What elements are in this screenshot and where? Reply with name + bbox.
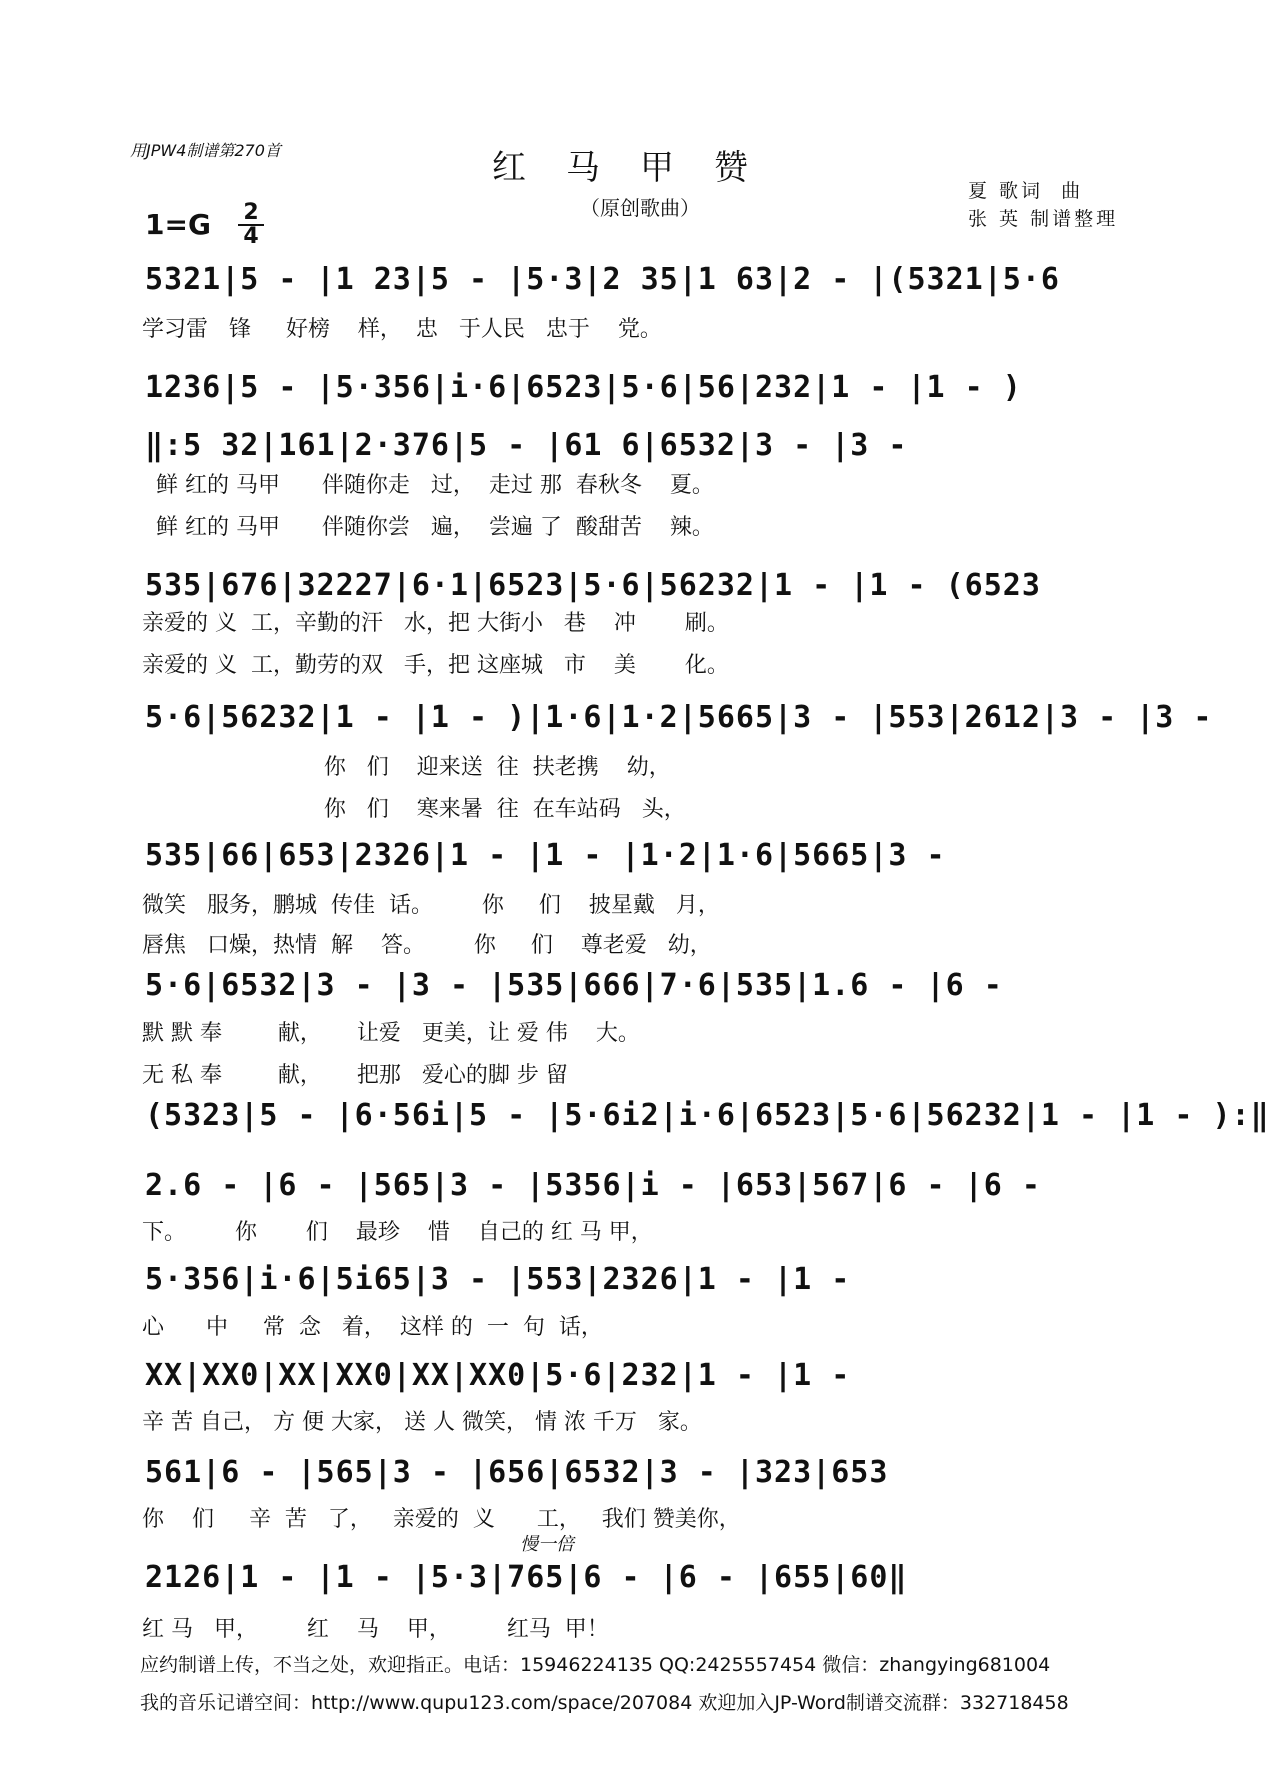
arranger-credit: 张 英 制谱整理: [968, 208, 1119, 230]
lyric-line: 鲜 红的 马甲 伴随你走 过， 走过 那 春秋冬 夏。: [142, 473, 714, 498]
time-signature: [238, 202, 264, 248]
key-signature: 1=G: [145, 208, 211, 241]
notation-line: 5321|5 - |1 23|5 - |5·3|2 35|1 63|2 - |(5321|5·6: [145, 262, 1060, 297]
notation-line: 535|66|653|2326|1 - |1 - |1·2|1·6|5665|3 -: [145, 838, 965, 873]
lyric-line: 红 马 甲， 红 马 甲， 红马 甲！: [142, 1617, 609, 1642]
lyric-line: 你 们 迎来送 往 扶老携 幼，: [142, 755, 671, 780]
song-title: 红马甲赞: [492, 148, 788, 188]
notation-line: 535|676|32227|6·1|6523|5·6|56232|1 - |1 - (6523: [145, 568, 1041, 603]
notation-line: 1236|5 - |5·356|i·6|6523|5·6|56|232|1 - |1 - ): [145, 370, 1022, 405]
footer-links: 我的音乐记谱空间：http://www.qupu123.com/space/207084 欢迎加入JP-Word制谱交流群：332718458: [140, 1692, 1069, 1714]
lyric-line: 下。 你 们 最珍 惜 自己的 红 马 甲，: [142, 1220, 653, 1245]
lyric-line: 微笑 服务，鹏城 传佳 话。 你 们 披星戴 月，: [142, 893, 720, 918]
song-subtitle: （原创歌曲）: [580, 196, 700, 220]
tempo-marking: 慢一倍: [520, 1534, 574, 1555]
lyric-line: 无 私 奉 献， 把那 爱心的脚 步 留: [142, 1063, 568, 1088]
watermark: 用JPW4制谱第270首: [130, 141, 281, 160]
lyric-line: 默 默 奉 献， 让爱 更美，让 爱 伟 大。: [142, 1021, 640, 1046]
lyric-line: 鲜 红的 马甲 伴随你尝 遍， 尝遍 了 酸甜苦 辣。: [142, 515, 714, 540]
notation-line: ‖:5 32|161|2·376|5 - |61 6|6532|3 - |3 -: [145, 428, 927, 463]
lyricist-composer-credit: 夏 歌词 曲: [968, 180, 1084, 202]
lyric-line: 唇焦 口燥，热情 解 答。 你 们 尊老爱 幼，: [142, 933, 712, 958]
notation-line: 5·356|i·6|5i65|3 - |553|2326|1 - |1 -: [145, 1262, 870, 1297]
notation-line: XX|XX0|XX|XX0|XX|XX0|5·6|232|1 - |1 -: [145, 1358, 870, 1393]
notation-line: 5·6|56232|1 - |1 - )|1·6|1·2|5665|3 - |553|2612|3 - |3 -: [145, 700, 1232, 735]
time-signature-bottom: 4: [238, 224, 264, 248]
lyric-line: 你 们 寒来暑 往 在车站码 头，: [142, 797, 686, 822]
lyric-line: 心 中 常 念 着， 这样 的 一 句 话，: [142, 1315, 603, 1340]
footer-contact: 应约制谱上传，不当之处，欢迎指正。电话：15946224135 QQ:2425557454 微信：zhangying681004: [140, 1654, 1051, 1676]
lyric-line: 辛 苦 自己， 方 便 大家， 送 人 微笑， 情 浓 千万 家。: [142, 1410, 702, 1435]
time-signature-top: 2: [243, 200, 259, 225]
lyric-line: 亲爱的 义 工，辛勤的汗 水，把 大街小 巷 冲 刷。: [142, 611, 729, 636]
lyric-line: 亲爱的 义 工，勤劳的双 手，把 这座城 市 美 化。: [142, 653, 729, 678]
notation-line: 561|6 - |565|3 - |656|6532|3 - |323|653: [145, 1455, 889, 1490]
lyric-line: 学习雷 锋 好榜 样， 忠 于人民 忠于 党。: [142, 317, 662, 342]
notation-line: (5323|5 - |6·56i|5 - |5·6i2|i·6|6523|5·6|56232|1 - |1 - ):‖: [145, 1098, 1270, 1133]
lyric-line: 你 们 辛 苦 了， 亲爱的 义 工， 我们 赞美你，: [142, 1507, 741, 1532]
notation-line: 5·6|6532|3 - |3 - |535|666|7·6|535|1.6 - |6 -: [145, 968, 1022, 1003]
notation-line: 2.6 - |6 - |565|3 - |5356|i - |653|567|6 - |6 -: [145, 1168, 1060, 1203]
notation-line: 2126|1 - |1 - |5·3|765|6 - |6 - |655|60‖: [145, 1560, 908, 1595]
